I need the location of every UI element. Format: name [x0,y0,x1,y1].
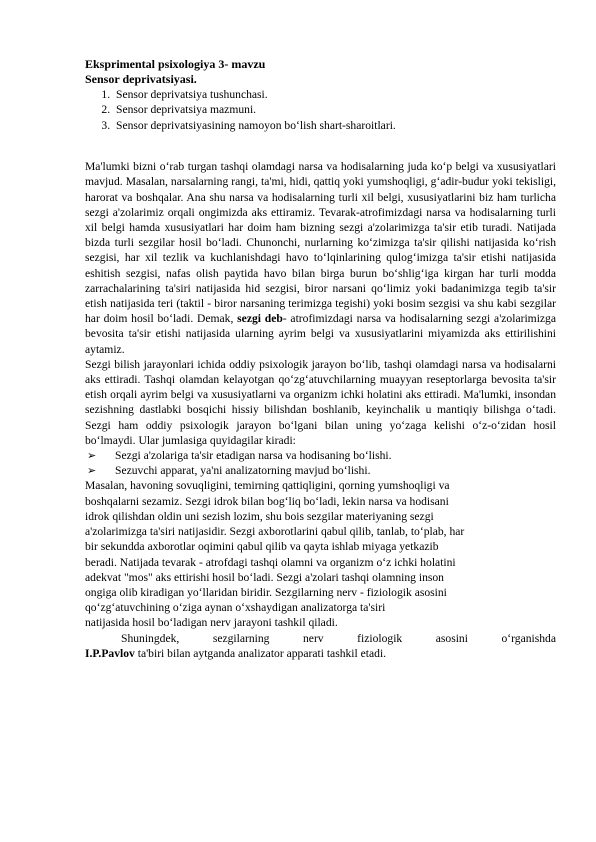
paragraph-intro-text: Ma'lumki bizni o‘rab turgan tashqi olamdagi narsa va hodisalarning juda ko‘p belgi va xususiyatlari mavjud. Masalan, narsalarning rangi, ta'mi, hidi, qattiq yoki yumshoqligi, g‘adir-budur yoki tekisligi, harorat va boshqalar. Ana shu narsa va hodisalarning turli xil belgi, xususiyatlarini biz ham turlicha sezgi a'zolarimiz orqali ongimizda aks ettiramiz. Tevarak-atrofimizdagi narsa va hodisalarning turli xil belgi hamda xususiyatlari har doim ham bizning sezgi a'zolarimizga ta'sir etib turadi. Natijada bizda turli sezgilar hosil bo‘ladi. Chunonchi, nurlarning ko‘zimizga ta'sir qilishi natijasida ko‘rish sezgisi, har xil tezlik va kuchlanishdagi havo to‘lqinlarining qulog‘imizga ta'sir etishi natijasida eshitish sezgisi, nafas olish paytida havo bilan birga burun bo‘shlig‘iga kirgan har turli modda zarrachalarining ta'siri natijasida hid sezgisi, biror narsani qo‘limiz yoki badanimizga tegib ta'sir etish natijasida teri (taktil - biror narsaning terimizga tegishi) yoki bosim sezgisi va shu kabi sezgilar har doim hosil bo‘ladi. Demak, [85,160,556,326]
text-line: beradi. Natijada tevarak - atrofdagi tashqi olamni va organizm o‘z ichki holatini [85,555,456,569]
document-body [85,57,556,661]
text-line [85,646,556,661]
paragraph-pavlov [85,631,556,661]
paragraph-sensation: Sezgi bilish jarayonlari ichida oddiy psixologik jarayon bo‘lib, tashqi olamdagi narsa va hodisalarni aks ettiradi. Tashqi olamdan kelayotgan qo‘zg‘atuvchilarning muayyan reseptorlarga bevosita ta'sir etish orqali ayrim belgi va xususiyatlarni va organizm ichki holatini aks ettiradi. Ma'lumki, insondan sezishning dastlabki bosqichi hissiy bilishdan boshlanib, keyinchalik u mantiqiy bilishga o‘tadi. Sezgi ham oddiy psixologik jarayon bo‘lgani bilan uning yo‘zaga kelishi o‘z-o‘zidan hosil bo‘lmaydi. Ular jumlasiga quyidagilar kiradi: [85,357,556,447]
definition-text: - atrofimizdagi narsa va hodisalarning sezgi a'zolarimizga bevosita ta'sir etishi natijasida ularning ayrim belgi va xususiyatlarini miyamizda aks ettirilishini aytamiz. [85,312,557,356]
plan-item: 3. Sensor deprivatsiyasining namoyon bo‘lish shart-sharoitlari. [113,118,556,133]
paragraph-example [85,478,556,630]
definition-term: sezgi deb [237,312,283,326]
text-line: ongiga olib kiradigan yo‘llaridan biridir. Sezgilarning nerv - fiziologik asosini [85,585,447,599]
text-line: a'zolarimizga ta'siri natijasidir. Sezgi axborotlarini qabul qilib, tanlab, to‘plab, har [85,525,465,539]
paragraph-intro [85,159,556,357]
text-line: boshqalarni sezamiz. Sezgi idrok bilan bog‘liq bo‘ladi, lekin narsa va hodisani [85,494,449,508]
spacer [85,133,556,159]
text-line: Shuningdek, sezgilarning nerv fiziologik asosini o‘rganishda [121,631,556,645]
plan-item: 2. Sensor deprivatsiya mazmuni. [113,102,556,117]
document-title: Eksprimental psixologiya 3- mavzu [85,57,266,71]
condition-text: Sezgi a'zolariga ta'sir etadigan narsa va hodisaning bo‘lishi. [115,449,392,463]
text-line: adekvat "mos" aks ettirishi hosil bo‘ladi. Sezgi a'zolari tashqi olamning inson [85,570,444,584]
arrow-bullet-icon: ➢ [87,464,97,478]
plan-list [85,87,556,133]
plan-item: 1. Sensor deprivatsiya tushunchasi. [113,87,556,102]
condition-item [85,463,556,478]
condition-text: Sezuvchi apparat, ya'ni analizatorning mavjud bo‘lishi. [115,464,371,478]
text-line: qo‘zg‘atuvchining o‘ziga aynan o‘xshaydigan analizatorga ta'siri [85,601,386,615]
text-line: idrok qilishdan oldin uni sezish lozim, shu bois sezgilar materiyaning sezgi [85,509,434,523]
condition-item [85,448,556,463]
condition-list [85,448,556,478]
text-line-rest: ta'biri bilan aytganda analizator apparati tashkil etadi. [134,646,387,660]
author-name: I.P.Pavlov [85,646,135,660]
arrow-bullet-icon: ➢ [87,449,97,463]
text-line: natijasida hosil bo‘ladigan nerv jarayoni tashkil qiladi. [85,616,338,630]
document-subtitle: Sensor deprivatsiyasi. [85,72,197,86]
text-line: Masalan, havoning sovuqligini, temirning qattiqligini, qorning yumshoqligi va [85,479,450,493]
text-line: bir sekundda axborotlar oqimini qabul qilib va qayta ishlab miyaga yetkazib [85,540,439,554]
